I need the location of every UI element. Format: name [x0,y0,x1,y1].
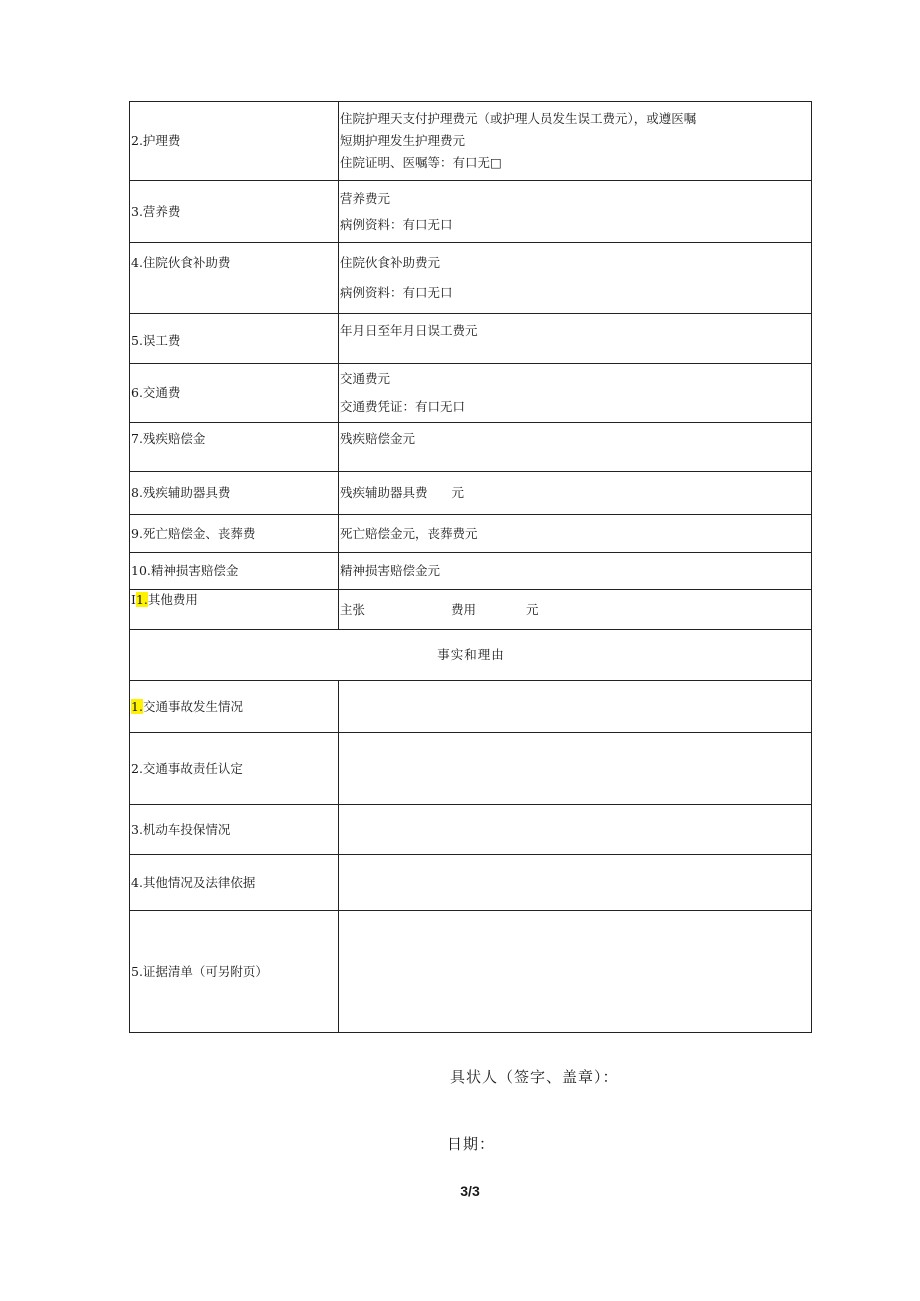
value-line: 住院证明、医嘱等：有口无□ [340,155,502,170]
value-line: 费用 [451,601,477,617]
row-label: 5.误工费 [130,314,339,364]
row-value [339,472,812,515]
row-label: 3.机动车投保情况 [130,805,339,855]
row-label [130,681,339,733]
row-label [130,590,339,630]
row-value [339,181,812,243]
row-label: 7.残疾赔偿金 [130,423,339,472]
row-value [339,911,812,1033]
row-value [339,102,812,181]
row-value [339,364,812,423]
table-row [130,553,812,590]
table-row [130,855,812,911]
claims-table [129,101,812,1033]
row-label: 10.精神损害赔偿金 [130,553,339,590]
row-value [339,243,812,314]
signature-line: 具状人（签字、盖章）： [450,1068,619,1086]
row-value [339,733,812,805]
row-value [339,515,812,553]
value-line: 住院伙食补助费元 [340,255,441,270]
table-row [130,472,812,515]
table-row [130,102,812,181]
date-line: 日期： [447,1135,496,1153]
value-line: 营养费元 [340,190,391,206]
table-row [130,181,812,243]
row-label: 8.残疾辅助器具费 [130,472,339,515]
row-value [339,314,812,364]
value-line: 年月日至年月日误工费元 [340,323,478,338]
table-row [130,805,812,855]
value-line: 病例资料：有口无口 [340,216,453,232]
table-row [130,590,812,630]
page-number: 3/3 [460,1183,480,1199]
table-row [130,515,812,553]
value-line: 交通费元 [340,371,391,386]
table-row [130,733,812,805]
row-label: 4.其他情况及法律依据 [130,855,339,911]
row-label: 2.护理费 [130,102,339,181]
row-label: 5.证据清单（可另附页） [130,911,339,1033]
value-line: 住院护理天支付护理费元（或护理人员发生误工费元），或遵医嘱 [340,111,697,126]
table-row [130,243,812,314]
table-row [130,364,812,423]
row-label: 2.交通事故责任认定 [130,733,339,805]
highlighted-number: 1. [131,698,143,714]
value-line: 死亡赔偿金元，丧葬费元 [340,525,478,541]
row-value [339,805,812,855]
row-label: 6.交通费 [130,364,339,423]
row-value [339,681,812,733]
value-line: 短期护理发生护理费元 [340,133,466,148]
label-text: 其他费用 [147,592,198,607]
table-row [130,681,812,733]
value-line: 残疾赔偿金元 [340,431,416,446]
value-line: 交通费凭证：有口无口 [340,399,466,414]
value-line: 精神损害赔偿金元 [340,563,441,579]
row-value [339,855,812,911]
value-line: 主张 [340,601,366,617]
section-row [130,630,812,681]
table-row [130,314,812,364]
label-text: 交通事故发生情况 [142,698,243,714]
value-line: 病例资料：有口无口 [340,285,453,300]
table-row [130,423,812,472]
row-value [339,423,812,472]
table-row [130,911,812,1033]
label-prefix: I [131,592,136,607]
row-label: 3.营养费 [130,181,339,243]
section-title: 事实和理由 [130,630,812,681]
row-label: 9.死亡赔偿金、丧葬费 [130,515,339,553]
value-line: 残疾辅助器具费 [340,485,428,501]
highlighted-number: 1. [135,592,148,607]
row-value [339,553,812,590]
row-label: 4.住院伙食补助费 [130,243,339,314]
value-line: 元 [526,601,539,617]
row-value [339,590,812,630]
value-line: 元 [451,485,465,501]
